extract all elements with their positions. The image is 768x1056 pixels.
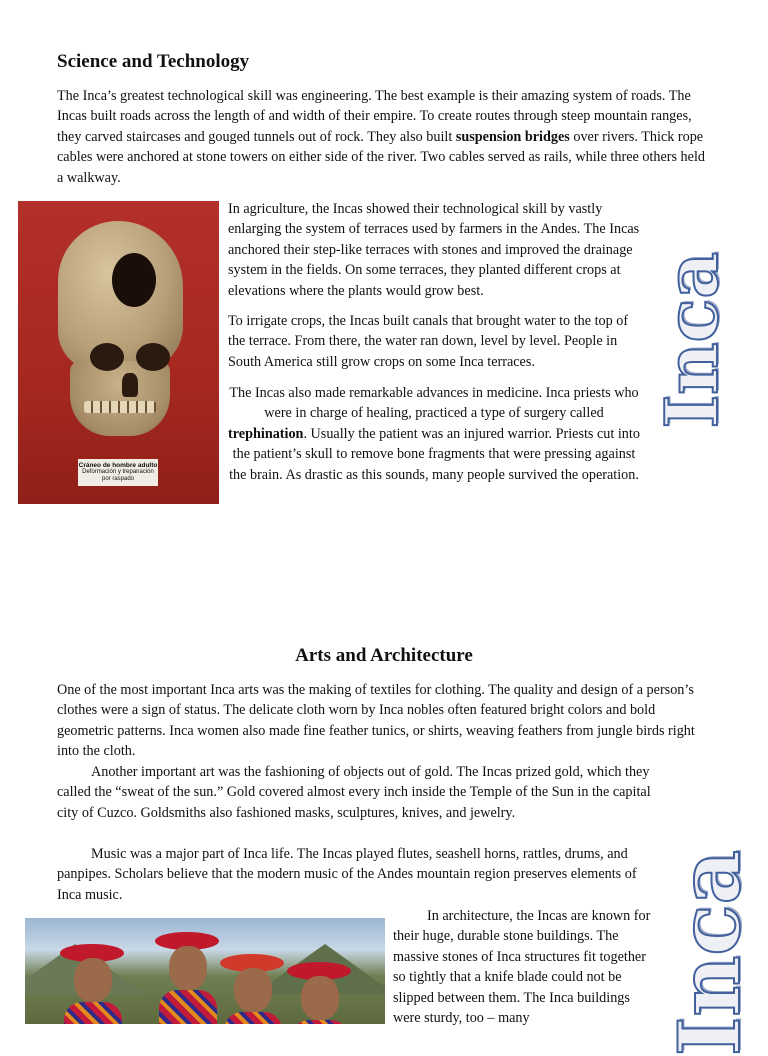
museum-label-title: Cráneo de hombre adulto [78,462,158,469]
text: The Incas also made remarkable advances in medicine. Inca priests who were in charge of healing, practiced a type of surgery called [229,385,639,422]
text: over rivers. Thick rope cables were anchored at stone towers on either side of the river. Two cables served as rails, while three others held a walkway. [57,128,705,186]
paragraph-music: Music was a major part of Inca life. The Incas played flutes, seashell horns, rattles, drums, and panpipes. Scholars believe that the modern music of the Andes mountain region preserves elements of Inca music. [57,846,637,903]
paragraph-architecture: In architecture, the Incas are known for their huge, durable stone buildings. The massive stones of Inca structures fit together so tightly that a knife blade could not be slipped between them. The Inca buildings were sturdy, too – many [393,908,651,1027]
section-heading-science: Science and Technology [57,51,250,72]
museum-label-subtitle: Deformación y trepanación por raspado [82,469,154,482]
section-heading-arts: Arts and Architecture [295,645,473,666]
text: . Usually the patient was an injured warrior. Priests cut into the patient’s skull to remove bone fragments that were pressing against the brain. As drastic as this sounds, many people survived the operation. [229,425,640,483]
bold-term: trephination [228,425,304,442]
people-photo [25,918,385,1024]
bold-term: suspension bridges [455,128,570,145]
text: The Inca’s greatest technological skill was engineering. The best example is their amazing system of roads. The Incas built roads across the length of and width of their empire. To create routes through steep mountain ranges, they carved staircases and gouged tunnels out of rock. They also built [57,88,692,145]
paragraph-textiles: One of the most important Inca arts was the making of textiles for clothing. The quality and design of a person’s clothes were a sign of status. The delicate cloth worn by Inca nobles often featured bright colors and bold geometric patterns. Inca women also made fine feather tunics, or shirts, weaving feathers from jungle birds right into the cloth. [57,682,695,760]
paragraph-engineering [57,86,709,188]
skull-photo [18,201,219,504]
paragraph-gold: Another important art was the fashioning of objects out of gold. The Incas prized gold, which they called the “sweat of the sun.” Gold covered almost every inch inside the Temple of the Sun in the capital city of Cuzco. Goldsmiths also fashioned masks, sculptures, knives, and jewelry. [57,764,651,821]
paragraph-irrigation: To irrigate crops, the Incas built canals that brought water to the top of the terrace. From there, the water ran down, level by level. People in South America still grow crops on some Inca terraces. [228,313,629,370]
paragraph-medicine [228,383,640,485]
museum-label [78,459,158,486]
sidebar-word-inca: Inca [649,252,734,429]
sidebar-word-inca: Inca [660,850,759,1056]
paragraph-agriculture: In agriculture, the Incas showed their technological skill by vastly enlarging the system of terraces used by farmers in the Andes. The Incas anchored their step-like terraces with stones and improved the drainage system in the fields. On some terraces, they planted different crops at elevations where the plants would grow best. [228,201,640,299]
